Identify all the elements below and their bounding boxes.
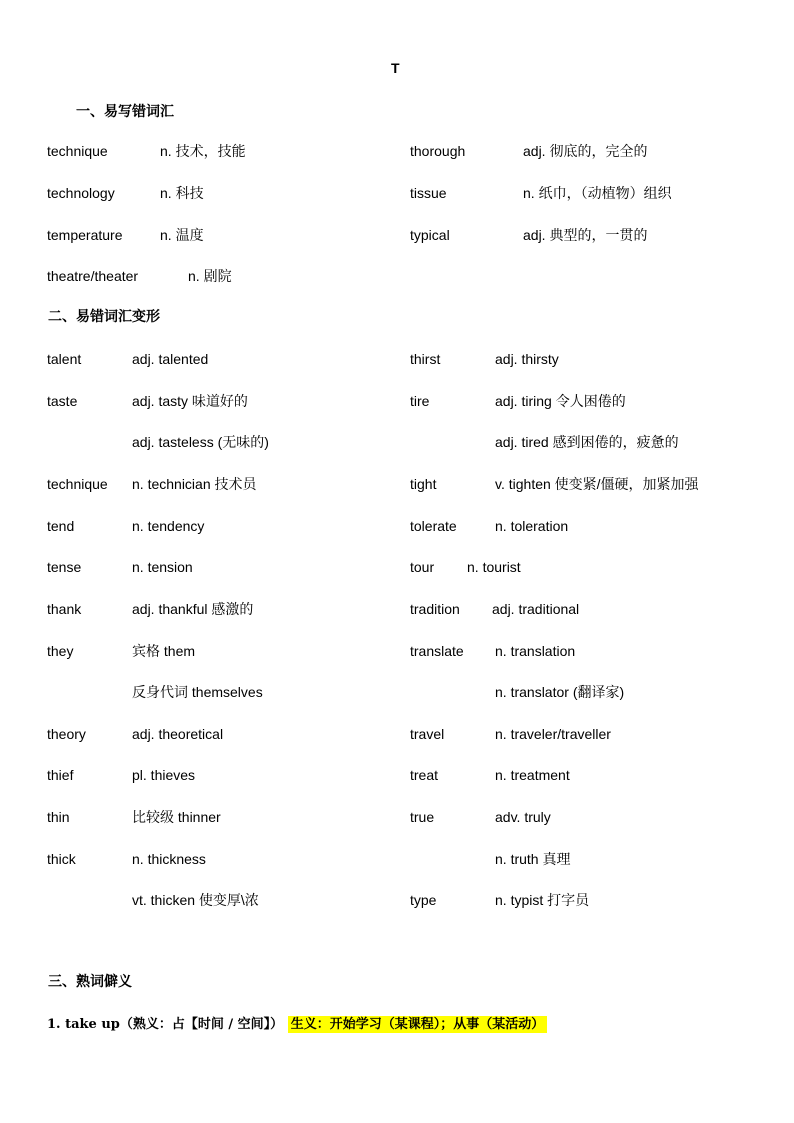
vocab-row xyxy=(47,226,377,246)
form-row xyxy=(410,600,780,620)
form-row xyxy=(47,350,387,370)
form-word: tolerate xyxy=(410,518,457,534)
vocab-row xyxy=(410,184,770,204)
form-row xyxy=(47,475,387,495)
form-word: tense xyxy=(47,559,82,575)
vocab-meaning: n. 纸巾，（动植物）组织 xyxy=(523,185,672,201)
form-row xyxy=(410,558,780,578)
vocab-row xyxy=(410,226,770,246)
vocab-meaning: adj. 彻底的，完全的 xyxy=(523,143,648,159)
form-derivative: n. traveler/traveller xyxy=(495,726,611,742)
form-word: tour xyxy=(410,559,435,575)
form-row xyxy=(47,808,387,828)
form-derivative: n. truth 真理 xyxy=(495,851,571,867)
form-word: translate xyxy=(410,643,464,659)
item1-rare-meaning: 生义：开始学习（某课程）；从事（某活动） xyxy=(288,1016,548,1033)
form-word: treat xyxy=(410,767,439,783)
form-derivative: adj. tired 感到困倦的，疲惫的 xyxy=(495,434,679,450)
vocab-word: technology xyxy=(47,185,115,201)
form-derivative: adj. talented xyxy=(132,351,209,367)
form-derivative: n. thickness xyxy=(132,851,206,867)
vocab-row xyxy=(47,142,377,162)
vocab-meaning: n. 科技 xyxy=(160,185,204,201)
form-derivative: v. tighten 使变紧/僵硬，加紧加强 xyxy=(495,476,699,492)
form-derivative: adj. tasteless (无味的) xyxy=(132,434,269,450)
form-row xyxy=(410,850,780,870)
vocab-meaning: n. 剧院 xyxy=(188,268,232,284)
form-word: taste xyxy=(47,393,78,409)
form-derivative: n. translation xyxy=(495,643,576,659)
form-row xyxy=(410,642,780,662)
item1-phrase: 1. take up xyxy=(47,1017,120,1032)
item1-line xyxy=(47,1016,547,1034)
form-row xyxy=(410,350,780,370)
form-word: they xyxy=(47,643,74,659)
form-word: thank xyxy=(47,601,82,617)
vocab-meaning: n. 温度 xyxy=(160,227,204,243)
form-derivative: adj. traditional xyxy=(492,601,580,617)
form-row xyxy=(47,725,387,745)
vocab-word: theatre/theater xyxy=(47,268,139,284)
form-derivative: n. typist 打字员 xyxy=(495,892,590,908)
form-derivative: adj. tiring 令人困倦的 xyxy=(495,393,626,409)
form-word: type xyxy=(410,892,437,908)
vocab-row xyxy=(47,184,377,204)
form-row xyxy=(410,683,780,703)
form-word: thirst xyxy=(410,351,441,367)
form-derivative: n. tourist xyxy=(467,559,521,575)
form-derivative: n. tendency xyxy=(132,518,205,534)
form-derivative: adj. tasty 味道好的 xyxy=(132,393,248,409)
page-title: T xyxy=(391,60,400,76)
vocab-row xyxy=(410,142,770,162)
form-derivative: vt. thicken 使变厚\浓 xyxy=(132,892,259,908)
vocab-meaning: n. 技术，技能 xyxy=(160,143,246,159)
form-word: thick xyxy=(47,851,76,867)
vocab-word: temperature xyxy=(47,227,123,243)
form-row xyxy=(410,891,780,911)
form-row xyxy=(410,392,780,412)
form-derivative: n. treatment xyxy=(495,767,570,783)
form-derivative: pl. thieves xyxy=(132,767,196,783)
vocab-word: typical xyxy=(410,227,450,243)
form-row xyxy=(410,808,780,828)
vocab-word: technique xyxy=(47,143,108,159)
form-derivative: 反身代词 themselves xyxy=(132,684,263,700)
form-word: tend xyxy=(47,518,75,534)
form-word: thief xyxy=(47,767,74,783)
form-row xyxy=(47,517,387,537)
vocab-word: thorough xyxy=(410,143,466,159)
form-derivative: 比较级 thinner xyxy=(132,809,221,825)
form-derivative: adj. theoretical xyxy=(132,726,224,742)
form-row xyxy=(47,850,387,870)
form-word: tradition xyxy=(410,601,460,617)
form-word: travel xyxy=(410,726,445,742)
vocab-meaning: adj. 典型的，一贯的 xyxy=(523,227,648,243)
form-word: theory xyxy=(47,726,86,742)
form-word: tight xyxy=(410,476,437,492)
form-row xyxy=(410,766,780,786)
form-derivative: n. translator (翻译家) xyxy=(495,684,625,700)
form-row xyxy=(47,766,387,786)
form-derivative: adj. thankful 感激的 xyxy=(132,601,254,617)
vocab-row xyxy=(47,267,377,287)
form-row xyxy=(47,392,387,412)
form-derivative: 宾格 them xyxy=(132,643,196,659)
form-row xyxy=(47,558,387,578)
section1-heading: 一、易写错词汇 xyxy=(76,104,174,120)
form-word: technique xyxy=(47,476,108,492)
form-derivative: adv. truly xyxy=(495,809,551,825)
item1-familiar-meaning: （熟义：占【时间 / 空间】） xyxy=(119,1017,284,1032)
form-word: tire xyxy=(410,393,430,409)
form-word: true xyxy=(410,809,435,825)
form-derivative: adj. thirsty xyxy=(495,351,559,367)
form-word: thin xyxy=(47,809,70,825)
form-row xyxy=(410,725,780,745)
form-row xyxy=(47,433,387,453)
form-word: talent xyxy=(47,351,82,367)
form-row xyxy=(410,433,780,453)
form-row xyxy=(410,517,780,537)
section3-heading: 三、熟词僻义 xyxy=(48,974,132,990)
form-derivative: n. tension xyxy=(132,559,193,575)
form-row xyxy=(47,683,387,703)
form-derivative: n. toleration xyxy=(495,518,569,534)
form-row xyxy=(47,600,387,620)
form-row xyxy=(47,642,387,662)
form-derivative: n. technician 技术员 xyxy=(132,476,257,492)
form-row xyxy=(410,475,780,495)
section2-heading: 二、易错词汇变形 xyxy=(48,309,160,325)
vocab-word: tissue xyxy=(410,185,447,201)
form-row xyxy=(47,891,387,911)
